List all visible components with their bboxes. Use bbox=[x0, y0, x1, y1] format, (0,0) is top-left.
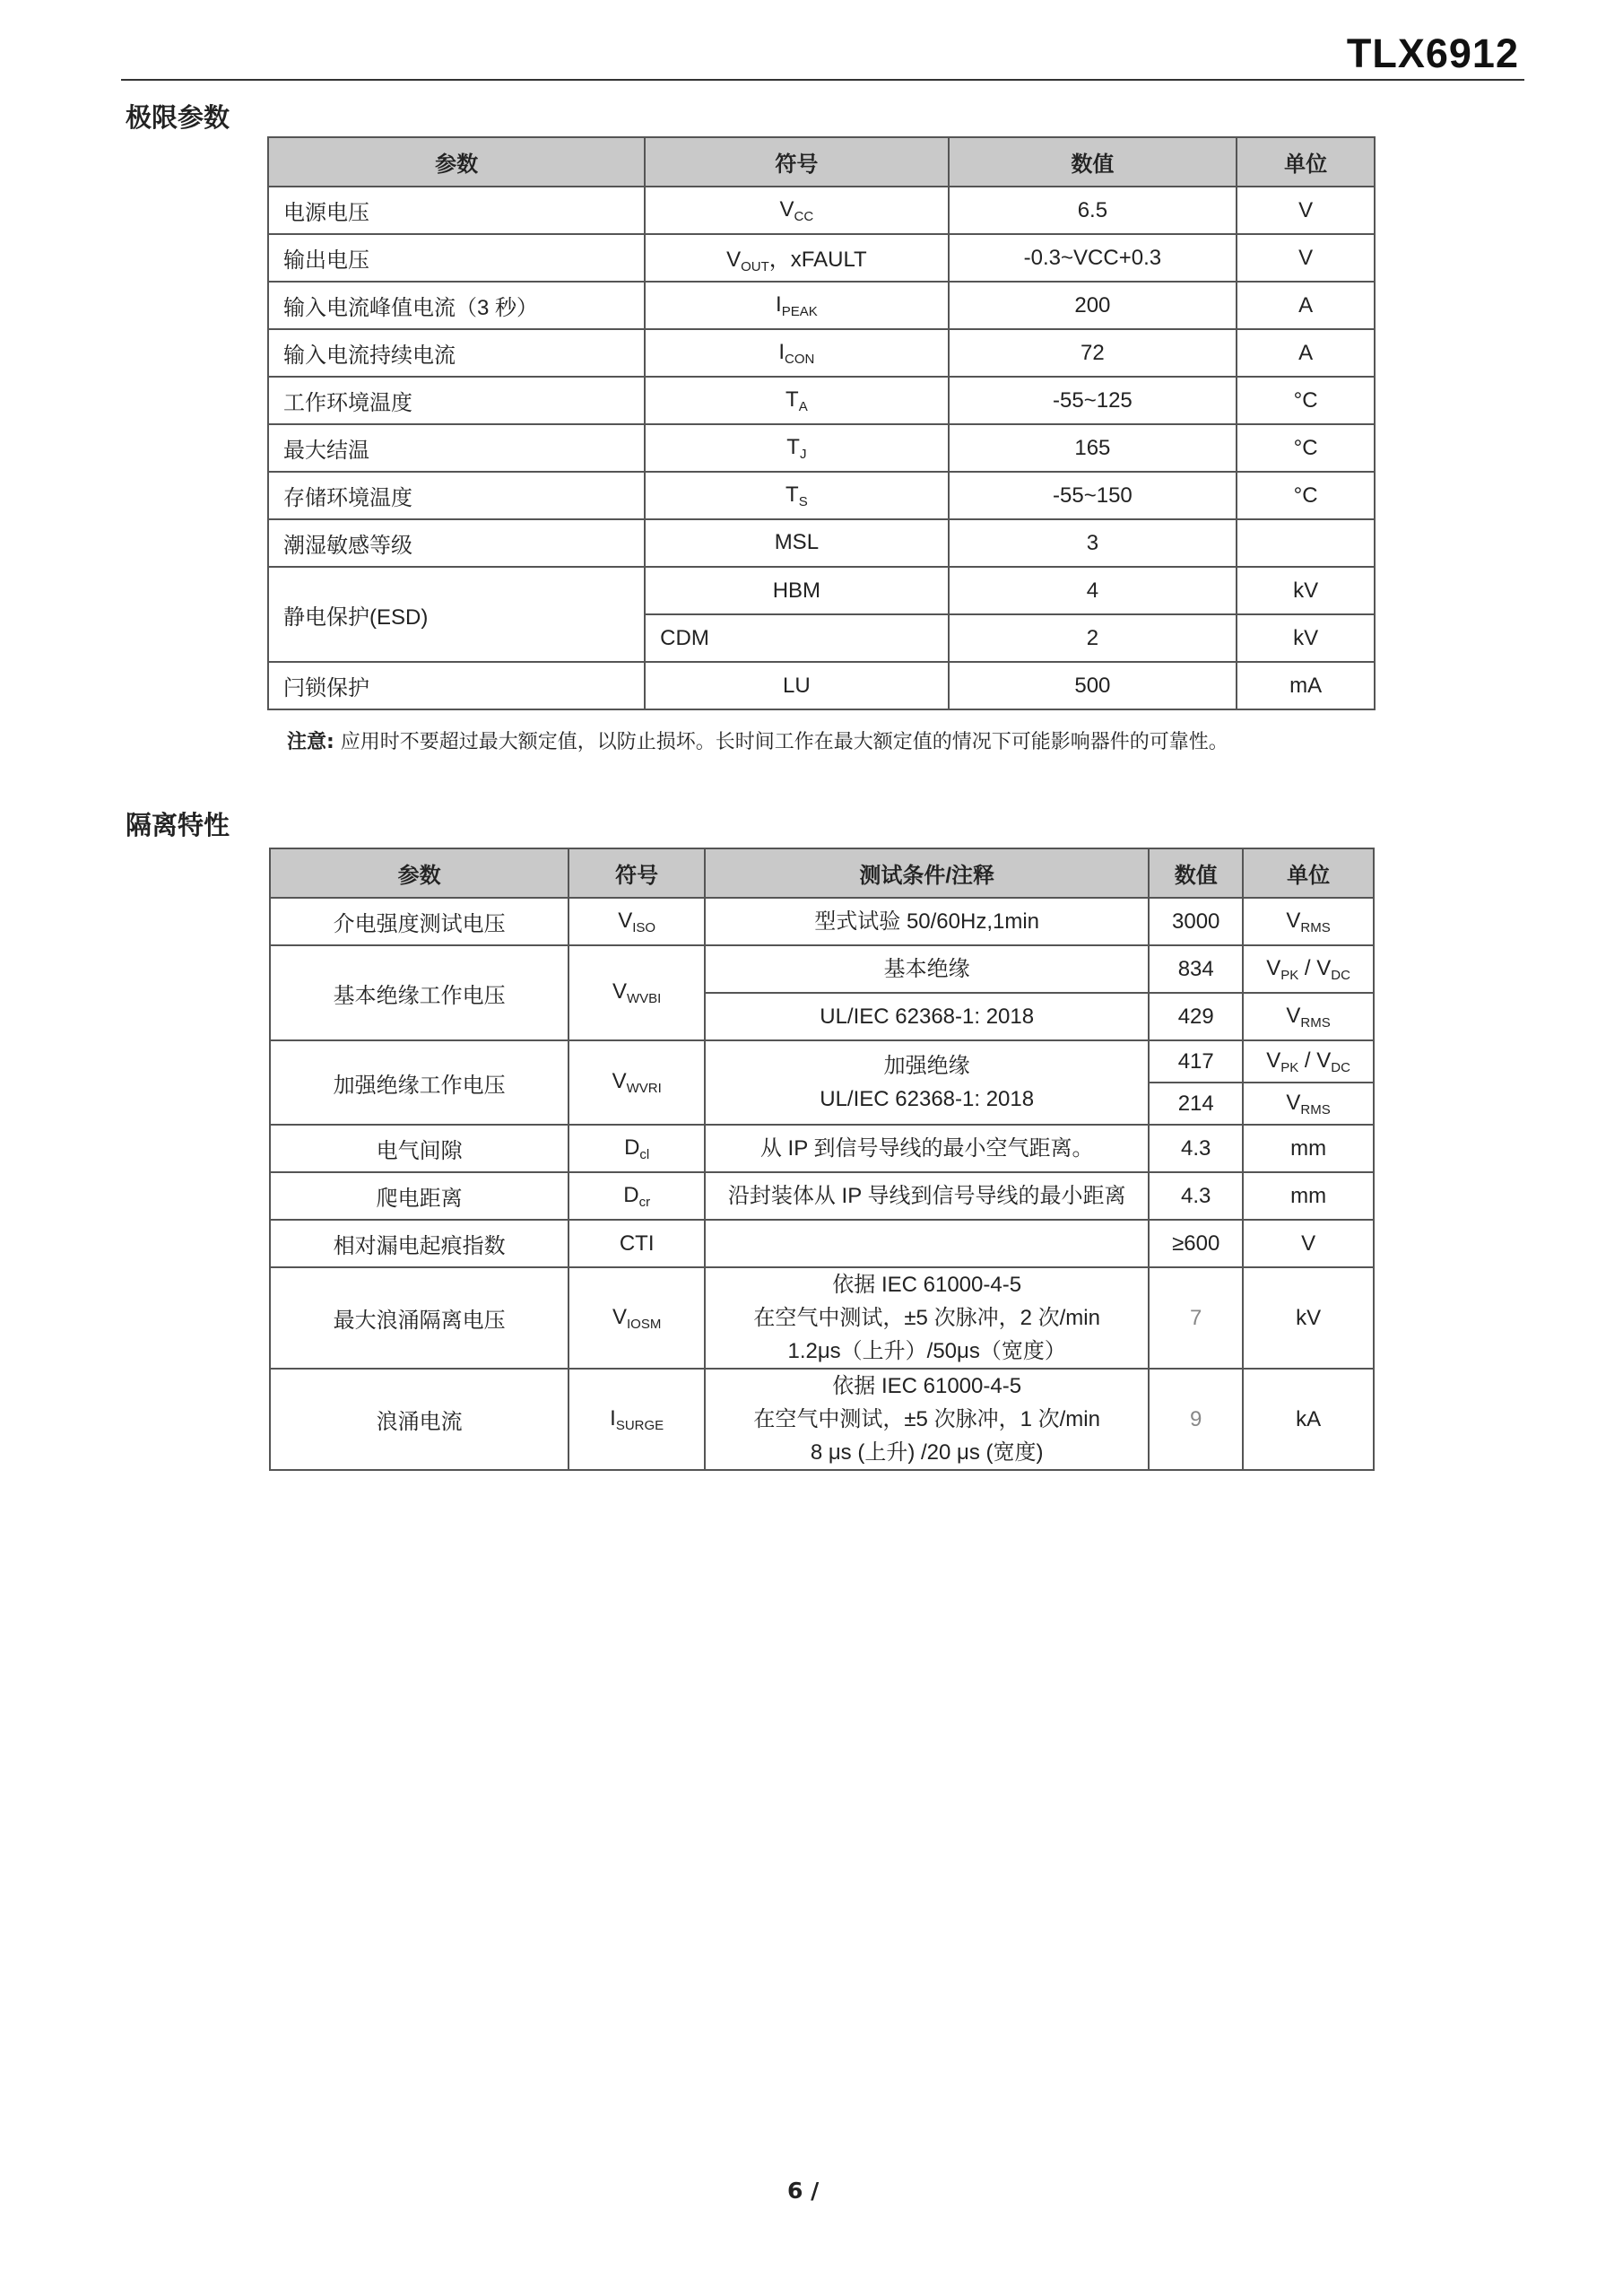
unit-cell: °C bbox=[1237, 377, 1375, 424]
unit-cell: °C bbox=[1237, 424, 1375, 472]
value-cell: ≥600 bbox=[1149, 1220, 1243, 1267]
table-row bbox=[270, 1040, 1374, 1083]
unit-cell: mA bbox=[1237, 662, 1375, 709]
col-header-conditions: 测试条件/注释 bbox=[705, 848, 1149, 898]
table-row bbox=[270, 1267, 1374, 1369]
unit-cell: V bbox=[1237, 234, 1375, 282]
table-header-row bbox=[270, 848, 1374, 898]
col-header-unit: 单位 bbox=[1237, 137, 1375, 187]
col-header-value: 数值 bbox=[1149, 848, 1243, 898]
param-cell: 电源电压 bbox=[268, 187, 645, 234]
col-header-unit: 单位 bbox=[1243, 848, 1374, 898]
unit-cell: $V_{RMS}$ bbox=[1243, 993, 1374, 1040]
symbol-cell: $V_{OUT}$，xFAULT bbox=[645, 234, 948, 282]
param-cell: 相对漏电起痕指数 bbox=[270, 1220, 568, 1267]
value-cell: 3000 bbox=[1149, 898, 1243, 945]
condition-cell: 从 IP 到信号导线的最小空气距离。 bbox=[705, 1125, 1149, 1172]
unit-cell: mm bbox=[1243, 1125, 1374, 1172]
symbol-cell: $T_S$ bbox=[645, 472, 948, 519]
table-row bbox=[268, 662, 1375, 709]
param-cell: 基本绝缘工作电压 bbox=[270, 945, 568, 1040]
param-cell: 介电强度测试电压 bbox=[270, 898, 568, 945]
table-row bbox=[270, 1125, 1374, 1172]
table-row bbox=[270, 1369, 1374, 1470]
symbol-cell: $I_{CON}$ bbox=[645, 329, 948, 377]
value-cell: 2 bbox=[949, 614, 1237, 662]
symbol-cell: CDM bbox=[645, 614, 948, 662]
symbol-cell: MSL bbox=[645, 519, 948, 567]
value-cell: 214 bbox=[1149, 1083, 1243, 1125]
unit-cell: V bbox=[1243, 1220, 1374, 1267]
table-row bbox=[268, 472, 1375, 519]
condition-cell: 沿封装体从 IP 导线到信号导线的最小距离 bbox=[705, 1172, 1149, 1220]
param-cell: 潮湿敏感等级 bbox=[268, 519, 645, 567]
value-cell: -55~150 bbox=[949, 472, 1237, 519]
value-cell: 165 bbox=[949, 424, 1237, 472]
value-cell: 200 bbox=[949, 282, 1237, 329]
table-row bbox=[268, 377, 1375, 424]
col-header-symbol: 符号 bbox=[568, 848, 705, 898]
unit-cell: kV bbox=[1237, 614, 1375, 662]
unit-cell: kV bbox=[1243, 1267, 1374, 1369]
symbol-cell: CTI bbox=[568, 1220, 705, 1267]
absolute-max-ratings-table bbox=[267, 136, 1376, 710]
condition-cell: 型式试验 50/60Hz,1min bbox=[705, 898, 1149, 945]
param-cell: 闩锁保护 bbox=[268, 662, 645, 709]
table-row bbox=[268, 187, 1375, 234]
table-row bbox=[268, 329, 1375, 377]
value-cell: 7 bbox=[1149, 1267, 1243, 1369]
condition-cell: UL/IEC 62368-1: 2018 bbox=[705, 993, 1149, 1040]
symbol-cell: $I_{PEAK}$ bbox=[645, 282, 948, 329]
param-cell: 工作环境温度 bbox=[268, 377, 645, 424]
param-cell: 电气间隙 bbox=[270, 1125, 568, 1172]
condition-cell: 依据 IEC 61000-4-5 在空气中测试，±5 次脉冲，1 次/min 8 μs (上升) /20 μs (宽度) bbox=[705, 1369, 1149, 1470]
section-title-isolation: 隔离特性 bbox=[126, 810, 230, 840]
table-row bbox=[270, 898, 1374, 945]
symbol-cell: $T_J$ bbox=[645, 424, 948, 472]
col-header-param: 参数 bbox=[270, 848, 568, 898]
symbol-cell: $V_{ISO}$ bbox=[568, 898, 705, 945]
condition-cell bbox=[705, 1220, 1149, 1267]
value-cell: 9 bbox=[1149, 1369, 1243, 1470]
value-cell: 6.5 bbox=[949, 187, 1237, 234]
param-cell: 加强绝缘工作电压 bbox=[270, 1040, 568, 1125]
unit-cell: A bbox=[1237, 329, 1375, 377]
table-row bbox=[270, 1172, 1374, 1220]
unit-cell: °C bbox=[1237, 472, 1375, 519]
symbol-cell: $D_{cl}$ bbox=[568, 1125, 705, 1172]
value-cell: 429 bbox=[1149, 993, 1243, 1040]
symbol-cell: LU bbox=[645, 662, 948, 709]
unit-cell: kV bbox=[1237, 567, 1375, 614]
condition-cell: 依据 IEC 61000-4-5 在空气中测试，±5 次脉冲，2 次/min 1.2μs（上升）/50μs（宽度） bbox=[705, 1267, 1149, 1369]
value-cell: -0.3~VCC+0.3 bbox=[949, 234, 1237, 282]
unit-cell: $V_{PK} / V_{DC}$ bbox=[1243, 1040, 1374, 1083]
value-cell: 3 bbox=[949, 519, 1237, 567]
table-row bbox=[268, 519, 1375, 567]
symbol-cell: $T_A$ bbox=[645, 377, 948, 424]
value-cell: 4.3 bbox=[1149, 1125, 1243, 1172]
isolation-characteristics-table bbox=[269, 848, 1375, 1471]
value-cell: 500 bbox=[949, 662, 1237, 709]
param-cell: 输入电流峰值电流（3 秒） bbox=[268, 282, 645, 329]
unit-cell: A bbox=[1237, 282, 1375, 329]
table-row bbox=[268, 424, 1375, 472]
param-cell: 输出电压 bbox=[268, 234, 645, 282]
param-cell: 最大结温 bbox=[268, 424, 645, 472]
col-header-symbol: 符号 bbox=[645, 137, 948, 187]
unit-cell: $V_{RMS}$ bbox=[1243, 1083, 1374, 1125]
col-header-param: 参数 bbox=[268, 137, 645, 187]
section-title-limits: 极限参数 bbox=[126, 102, 230, 133]
note-label: 注意: bbox=[287, 731, 334, 753]
table-row bbox=[268, 282, 1375, 329]
unit-cell: $V_{RMS}$ bbox=[1243, 898, 1374, 945]
value-cell: -55~125 bbox=[949, 377, 1237, 424]
symbol-cell: $V_{WVRI}$ bbox=[568, 1040, 705, 1125]
unit-cell: mm bbox=[1243, 1172, 1374, 1220]
condition-cell: 加强绝缘 UL/IEC 62368-1: 2018 bbox=[705, 1040, 1149, 1125]
unit-cell bbox=[1237, 519, 1375, 567]
unit-cell: V bbox=[1237, 187, 1375, 234]
note-text: 应用时不要超过最大额定值，以防止损坏。长时间工作在最大额定值的情况下可能影响器件的可靠性。 bbox=[334, 731, 1228, 753]
table-row bbox=[270, 1220, 1374, 1267]
param-cell: 浪涌电流 bbox=[270, 1369, 568, 1470]
value-cell: 72 bbox=[949, 329, 1237, 377]
unit-cell: kA bbox=[1243, 1369, 1374, 1470]
symbol-cell: $V_{CC}$ bbox=[645, 187, 948, 234]
value-cell: 417 bbox=[1149, 1040, 1243, 1083]
col-header-value: 数值 bbox=[949, 137, 1237, 187]
document-title: TLX6912 bbox=[1346, 30, 1519, 76]
param-cell: 输入电流持续电流 bbox=[268, 329, 645, 377]
symbol-cell: $I_{SURGE}$ bbox=[568, 1369, 705, 1470]
page-number: 6 / bbox=[787, 2178, 820, 2204]
table-header-row bbox=[268, 137, 1375, 187]
value-cell: 4.3 bbox=[1149, 1172, 1243, 1220]
param-cell: 爬电距离 bbox=[270, 1172, 568, 1220]
limits-note bbox=[287, 726, 1228, 754]
param-cell: 最大浪涌隔离电压 bbox=[270, 1267, 568, 1369]
condition-cell: 基本绝缘 bbox=[705, 945, 1149, 993]
table-row bbox=[268, 567, 1375, 614]
table-row bbox=[268, 234, 1375, 282]
symbol-cell: $V_{WVBI}$ bbox=[568, 945, 705, 1040]
symbol-cell: $V_{IOSM}$ bbox=[568, 1267, 705, 1369]
value-cell: 4 bbox=[949, 567, 1237, 614]
unit-cell: $V_{PK} / V_{DC}$ bbox=[1243, 945, 1374, 993]
header-divider bbox=[121, 79, 1524, 81]
table-row bbox=[270, 945, 1374, 993]
value-cell: 834 bbox=[1149, 945, 1243, 993]
param-cell: 存储环境温度 bbox=[268, 472, 645, 519]
symbol-cell: HBM bbox=[645, 567, 948, 614]
param-cell: 静电保护(ESD) bbox=[268, 567, 645, 662]
symbol-cell: $D_{cr}$ bbox=[568, 1172, 705, 1220]
